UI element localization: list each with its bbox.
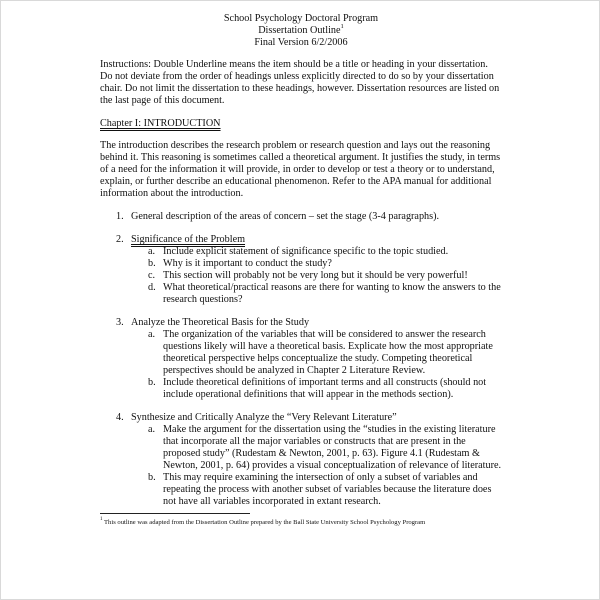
footnote xyxy=(100,516,502,528)
sub-text: This section will probably not be very long but it should be very powerful! xyxy=(163,270,468,281)
sub-letter: b. xyxy=(148,472,156,483)
sub-text: Make the argument for the dissertation using the “studies in the existing literature that incorporate all the major variables or constructs that are present in the proposed study” (Rudestam & Newton, 2001, p. 63). Figure 4.1 (Rudestam & Newton, 2001, p. 64) provides a visual conceptualization of relevance of literature. xyxy=(163,424,502,471)
footnote-number: 1 xyxy=(100,516,103,522)
intro-paragraph: The introduction describes the research problem or research question and lays out the reasoning behind it. This reasoning is sometimes called a theoretical argument. It justifies the study, in terms of a need for the information it will provide, in order to develop or test a theory or to understand, explain, or further describe an educational phenomenon. Refer to the APA manual for additional information about the introduction. xyxy=(100,140,501,199)
instructions-paragraph: Instructions: Double Underline means the item should be a title or heading in your dissertation. Do not deviate from the order of headings unless explicitly directed to do so by your dissertation chair. Do not limit the dissertation to these headings, however. Dissertation resources are listed on the last page of this document. xyxy=(100,59,500,106)
sub-letter: d. xyxy=(148,282,156,293)
outline-item-2 xyxy=(100,234,502,306)
outline-item-3 xyxy=(100,317,502,401)
outline-title xyxy=(100,22,502,37)
page-content xyxy=(100,13,502,508)
footnote-text: This outline was adapted from the Dissertation Outline prepared by the Ball State University School Psychology Program xyxy=(104,519,426,526)
outline-title-text: Dissertation Outline xyxy=(258,25,341,36)
sub-list xyxy=(131,329,502,401)
sub-text: Include explicit statement of significance specific to the topic studied. xyxy=(163,246,449,257)
item-number: 3. xyxy=(116,317,124,328)
sub-list xyxy=(131,246,502,306)
version-line: Final Version 6/2/2006 xyxy=(254,37,348,48)
sub-letter: b. xyxy=(148,258,156,269)
sub-text: The organization of the variables that will be considered to answer the research questions likely will have a theoretical basis. Explicate how the most appropriate theoretical perspective helps conceptualize the study. Competing theoretical perspectives should be analyzed in Chapter 2 Literature Review. xyxy=(163,329,493,376)
sub-item xyxy=(100,472,502,508)
sub-item xyxy=(100,246,502,258)
footnote-marker: 1 xyxy=(340,22,344,30)
chapter-heading-text: Chapter I: INTRODUCTION xyxy=(100,118,221,129)
outline-list xyxy=(100,211,502,508)
sub-text: Include theoretical definitions of important terms and all constructs (should not include operational definitions that will appear in the methods section). xyxy=(163,377,487,400)
item-number: 2. xyxy=(116,234,124,245)
sub-list xyxy=(131,424,502,508)
sub-letter: b. xyxy=(148,377,156,388)
sub-letter: a. xyxy=(148,246,156,257)
sub-item xyxy=(100,282,502,306)
sub-item xyxy=(100,258,502,270)
item-number: 1. xyxy=(116,211,124,222)
sub-item xyxy=(100,424,502,472)
item-text: General description of the areas of concern – set the stage (3-4 paragraphs). xyxy=(131,211,440,222)
outline-item-1 xyxy=(100,211,502,223)
sub-letter: a. xyxy=(148,424,156,435)
item-heading: Significance of the Problem xyxy=(131,234,246,245)
sub-letter: c. xyxy=(148,270,156,281)
item-text: Synthesize and Critically Analyze the “Very Relevant Literature” xyxy=(131,412,397,423)
chapter-heading xyxy=(100,118,502,130)
sub-item xyxy=(100,329,502,377)
item-number: 4. xyxy=(116,412,124,423)
sub-letter: a. xyxy=(148,329,156,340)
document-header xyxy=(100,13,502,49)
outline-item-4 xyxy=(100,412,502,508)
program-title: School Psychology Doctoral Program xyxy=(223,13,379,24)
sub-item xyxy=(100,270,502,282)
sub-item xyxy=(100,377,502,401)
sub-text: Why is it important to conduct the study? xyxy=(163,258,332,269)
sub-text: This may require examining the intersection of only a subset of variables and repeating the process with another subset of variables because the literature does not have all variables incorporated in extant research. xyxy=(163,472,492,507)
item-text: Analyze the Theoretical Basis for the Study xyxy=(131,317,310,328)
sub-text: What theoretical/practical reasons are there for wanting to know the answers to the research questions? xyxy=(163,282,501,305)
footnote-divider xyxy=(100,513,250,514)
